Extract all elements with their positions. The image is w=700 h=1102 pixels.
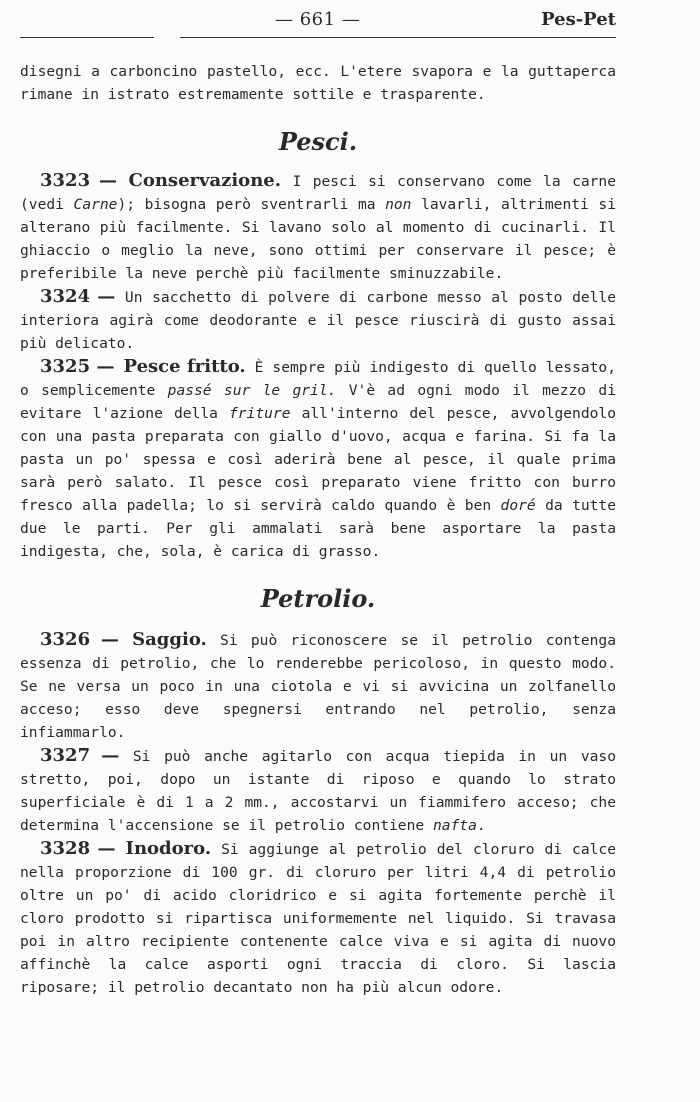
entry-italic: non [385,196,412,213]
section-heading-pesci: Pesci. [278,127,358,156]
intro-paragraph: disegni a carboncino pastello, ecc. L'etere svapora e la guttaperca rimane in istrato estremamente sottile e trasparente. [20,63,616,103]
entry-text: I pesci si conservano come la carne (vedi [20,173,616,213]
entry-3323 [20,169,616,285]
entry-number: 3325 — [40,356,115,377]
entry-text: . [476,817,486,834]
entry-title: Inodoro. [125,838,212,859]
entry-3325 [20,355,616,563]
entry-text: Si può riconoscere se il petrolio contenga essenza di petrolio, che lo renderebbe pericoloso, in questo modo. Se ne versa un poco in una ciotola e vi si avvicina un zolfanello acceso; esso deve spegnersi entrando nel petrolio, senza infiammarlo. [20,632,616,741]
entry-text: Si aggiunge al petrolio del cloruro di calce nella proporzione di 100 gr. di cloruro per litri 4,4 di petrolio oltre un po' di acido cloridrico e si agita fortemente perchè il cloro prodotto si ripartisca uniformemente nel liquido. Si travasa poi in altro recipiente contenente calce viva e si agita di nuovo affinchè la calce asporti ogni traccia di cloro. Si lascia riposare; il petrolio decantato non ha più alcun odore. [20,841,616,996]
entry-italic: passé sur le gril. [167,382,337,399]
entry-3326 [20,628,616,744]
entry-italic: friture [228,405,291,422]
entry-number: 3324 — [40,286,116,307]
entry-title: Saggio. [132,629,207,650]
entry-3328 [20,837,616,999]
entry-number: 3323 — [40,170,118,191]
entry-text: V'è ad ogni modo il mezzo di evitare l'azione della [20,382,616,422]
entry-text: ); bisogna però sventrarli ma [117,196,386,213]
entry-number: 3326 — [40,629,119,650]
entry-number: 3328 — [40,838,116,859]
entry-italic: doré [500,497,536,514]
entry-italic: Carne [73,196,118,213]
page-number: — 661 — [275,9,361,30]
entry-text: lavarli, altrimenti si alterano più facilmente. Si lavano solo al momento di cucinarli. Il ghiaccio o meglio la neve, sono ottimi per conservare il pesce; è preferibile la neve perchè più facilmente sminuzzabile. [20,196,616,282]
entry-text: Un sacchetto di polvere di carbone messo al posto delle interiora agirà come deodorante e il pesce riuscirà di gusto assai più delicato. [20,289,616,352]
entry-italic: nafta [432,817,477,834]
entry-text: da tutte due le parti. Per gli ammalati sarà bene asportare la pasta indigesta, che, sola, è carica di grasso. [20,497,616,560]
entry-text: all'interno del pesce, avvolgendolo con una pasta preparata con giallo d'uovo, acqua e farina. Si fa la pasta un po' spessa e così aderirà bene al pesce, il quale prima sarà però salato. Il pesce così preparato viene fritto con burro fresco alla padella; lo si servirà caldo quando è ben [20,405,616,514]
entry-text: È sempre più indigesto di quello lessato, o semplicemente [20,359,617,399]
section-heading-petrolio: Petrolio. [260,584,376,613]
running-title: Pes-Pet [541,9,616,30]
entry-title: Pesce fritto. [123,356,246,377]
header-rule [20,37,154,38]
header-rule [180,37,616,38]
entry-number: 3327 — [40,745,120,766]
entry-title: Conservazione. [128,170,281,191]
entry-3324 [20,285,616,355]
page-body [20,60,616,999]
page-header [20,0,616,42]
entry-text: Si può anche agitarlo con acqua tiepida in un vaso stretto, poi, dopo un istante di riposo e quando lo strato superficiale è di 1 a 2 mm., accostarvi un fiammifero acceso; che determina l'accensione se il petrolio contiene [20,748,616,834]
entry-3327 [20,744,616,837]
